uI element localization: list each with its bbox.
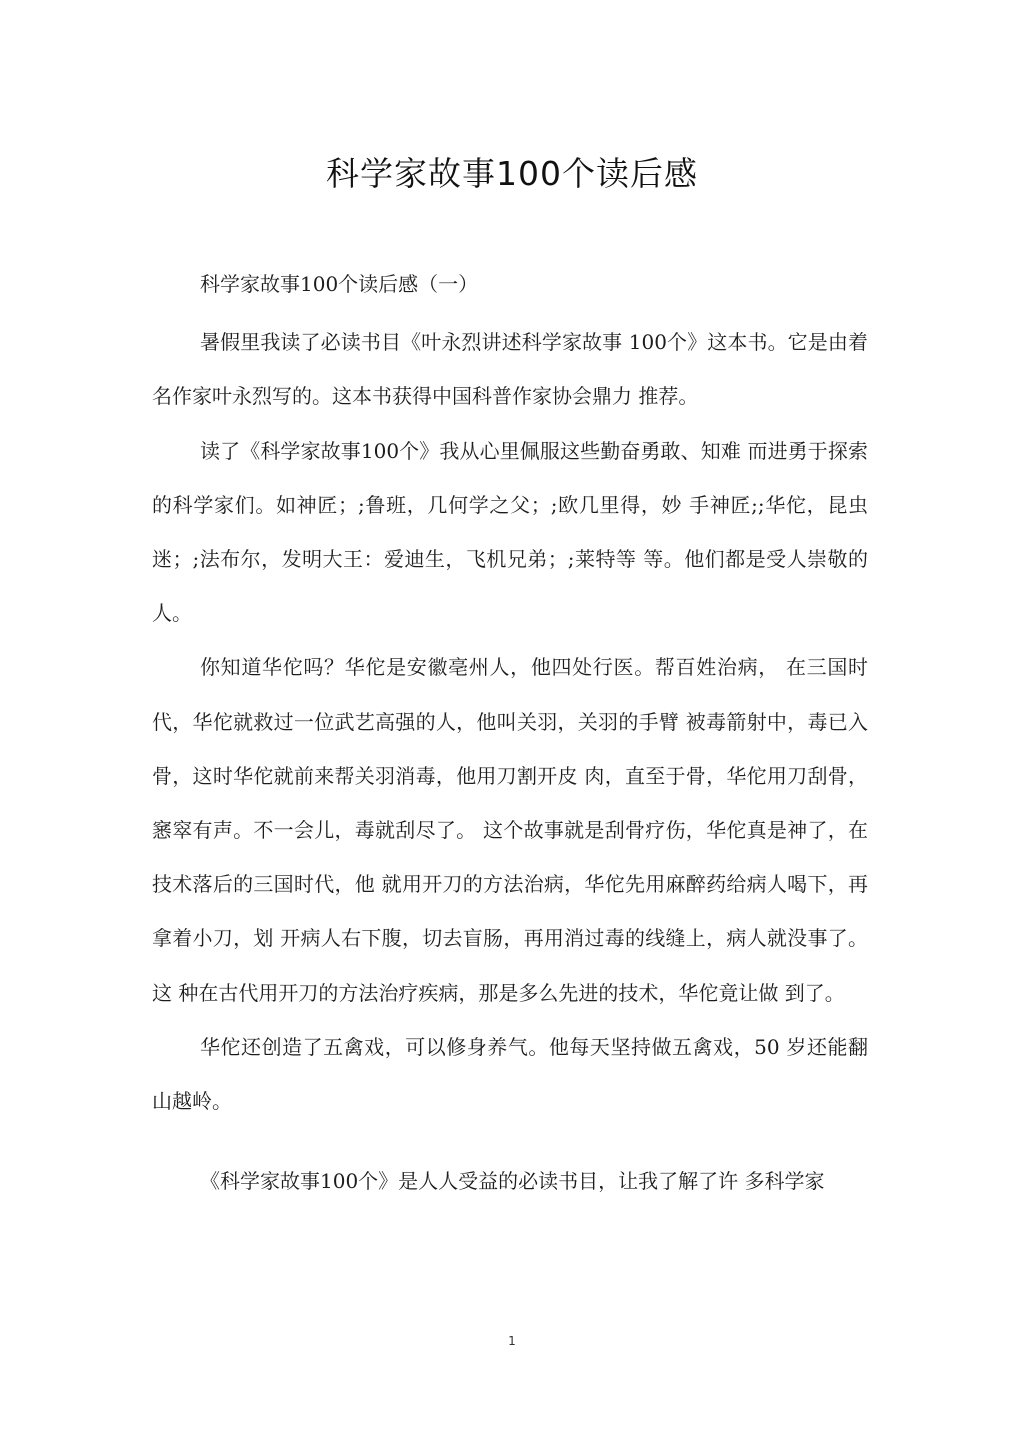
document-body	[152, 257, 868, 1208]
paragraph: 读了《科学家故事100个》我从心里佩服这些勤奋勇敢、知难 而进勇于探索的科学家们。如神匠；;鲁班，几何学之父；;欧几里得，妙 手神匠;;华佗，昆虫迷；;法布尔，发明大王：爱迪生，飞机兄弟；;莱特等 等。他们都是受人崇敬的人。	[152, 438, 868, 626]
paragraph: 《科学家故事100个》是人人受益的必读书目，让我了解了许 多科学家	[200, 1169, 825, 1194]
paragraph: 华佗还创造了五禽戏，可以修身养气。他每天坚持做五禽戏，50 岁还能翻山越岭。	[152, 1034, 868, 1114]
paragraph: 你知道华佗吗？华佗是安徽亳州人，他四处行医。帮百姓治病， 在三国时代，华佗就救过一位武艺高强的人，他叫关羽，关羽的手臂 被毒箭射中，毒已入骨，这时华佗就前来帮关羽消毒，他用刀割开皮 肉，直至于骨，华佗用刀刮骨，窸窣有声。不一会儿，毒就刮尽了。 这个故事就是刮骨疗伤，华佗真是神了，在技术落后的三国时代，他 就用开刀的方法治病，华佗先用麻醉药给病人喝下，再拿着小刀，划 开病人右下腹，切去盲肠，再用消过毒的线缝上，病人就没事了。这 种在古代用开刀的方法治疗疾病，那是多么先进的技术，华佗竟让做 到了。	[152, 655, 868, 1005]
section-heading: 科学家故事100个读后感（一）	[200, 272, 479, 296]
paragraph: 暑假里我读了必读书目《叶永烈讲述科学家故事 100个》这本书。它是由着名作家叶永烈写的。这本书获得中国科普作家协会鼎力 推荐。	[152, 330, 868, 409]
page-number: 1	[508, 1334, 516, 1348]
document-title: 科学家故事100个读后感	[326, 154, 698, 193]
